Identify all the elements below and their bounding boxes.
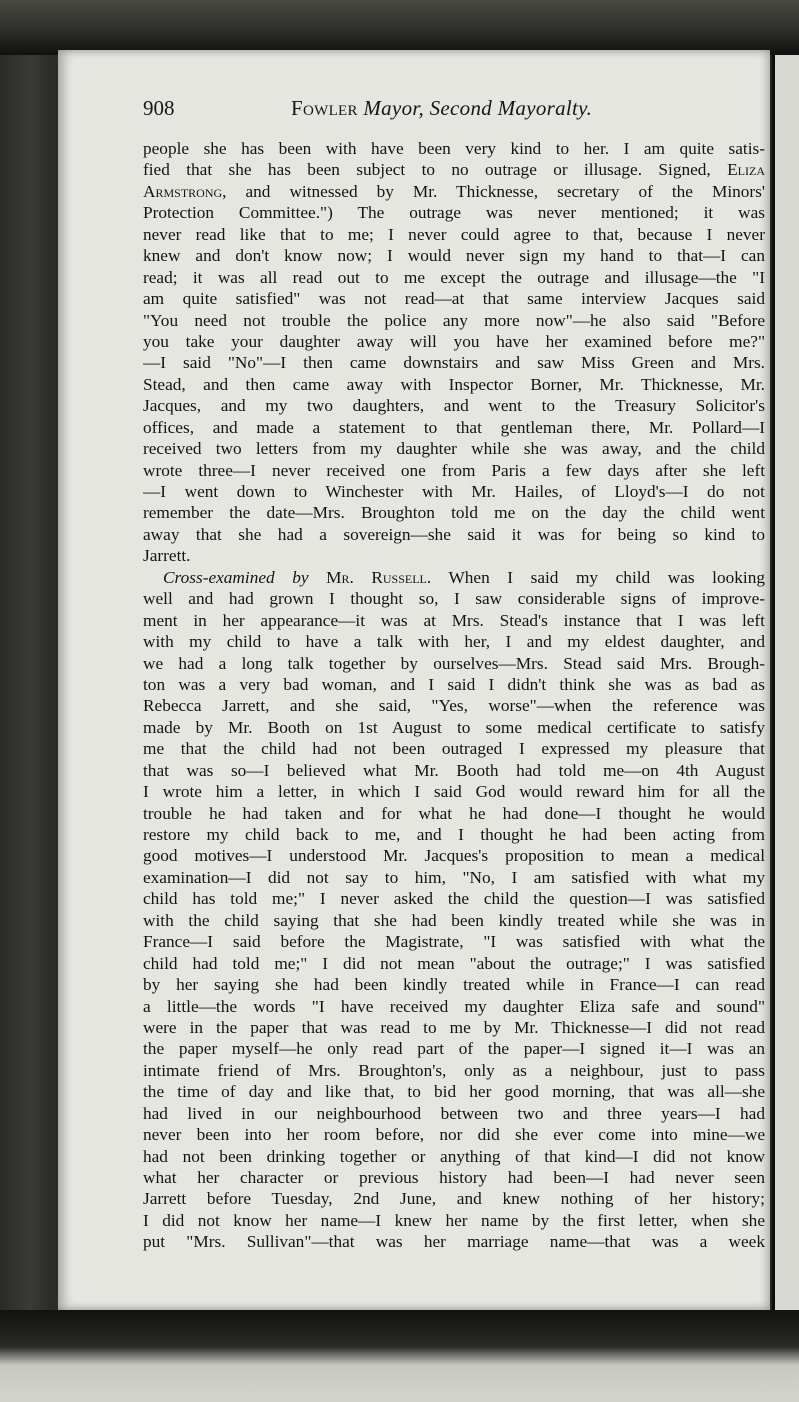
top-edge-shadow (0, 0, 799, 55)
text-line: am quite satisfied" was not read—at that same interview Jacques said (143, 289, 765, 309)
text-line: —I said "No"—I then came downstairs and saw Miss Green and Mrs. (143, 353, 765, 373)
text-line: made by Mr. Booth on 1st August to some medical certificate to satisfy (143, 717, 765, 737)
signatory-name: Eliza (727, 160, 765, 180)
text-line: intimate friend of Mrs. Broughton's, only as a neighbour, just to pass (143, 1060, 765, 1080)
running-title-name: Fowler (291, 96, 358, 120)
text-line: were in the paper that was read to me by Mr. Thicknesse—I did not read (143, 1017, 765, 1037)
text-line: what her character or previous history had been—I had never seen (143, 1168, 765, 1187)
counsel-name: Mr. Russell. (326, 567, 432, 587)
text-line: received two letters from my daughter while she was away, and the child (143, 439, 765, 459)
adjacent-page-edge (772, 55, 799, 1315)
text-line: people she has been with have been very kind to her. I am quite satis- (143, 139, 765, 158)
text-line: knew and don't know now; I would never sign my hand to that—I can (143, 246, 765, 266)
text-line: France—I said before the Magistrate, "I was satisfied with what the (143, 932, 765, 952)
text-line: well and had grown I thought so, I saw considerable signs of improve- (143, 589, 765, 609)
signatory-name: Armstrong (143, 181, 223, 201)
text-line: wrote three—I never received one from Paris a few days after she left (143, 460, 765, 480)
running-title (291, 96, 592, 121)
text-line: with the child saying that she had been kindly treated while she was in (143, 910, 765, 930)
text-line: Stead, and then came away with Inspector Borner, Mr. Thicknesse, Mr. (143, 374, 765, 394)
text-line: Cross-examined by Mr. Russell. When I said my child was looking (163, 567, 765, 587)
text-line: you take your daughter away will you have her examined before me?" (143, 331, 765, 351)
text-line: Jarrett before Tuesday, 2nd June, and knew nothing of her history; (143, 1189, 765, 1209)
text-line: Rebecca Jarrett, and she said, "Yes, worse"—when the reference was (143, 696, 765, 716)
text-line: by her saying she had been kindly treated while in France—I can read (143, 975, 765, 995)
bottom-edge-shadow (0, 1310, 799, 1402)
page-header (143, 96, 763, 126)
text-line: the time of day and like that, to bid her good morning, that was all—she (143, 1082, 765, 1102)
text-line: fied that she has been subject to no outrage or illusage. Signed, Eliza (143, 160, 765, 180)
text-line: me that the child had not been outraged I expressed my pleasure that (143, 739, 765, 759)
page-body-text (143, 138, 765, 1253)
text-line: Armstrong, and witnessed by Mr. Thicknesse, secretary of the Minors' (143, 181, 765, 201)
text-line: with my child to have a talk with her, I and my eldest daughter, and (143, 632, 765, 652)
text-line: I did not know her name—I knew her name by the first letter, when she (143, 1210, 765, 1230)
text-line: —I went down to Winchester with Mr. Hailes, of Lloyd's—I do not (143, 482, 765, 501)
text-line: Jacques, and my two daughters, and went to the Treasury Solicitor's (143, 396, 765, 416)
text-line: the paper myself—he only read part of the paper—I signed it—I was an (143, 1039, 765, 1059)
text-line: trouble he had taken and for what he had done—I thought he would (143, 803, 765, 823)
text-line: we had a long talk together by ourselves—Mrs. Stead said Mrs. Brough- (143, 653, 765, 673)
text-line: that was so—I believed what Mr. Booth had told me—on 4th August (143, 760, 765, 780)
text-line: child has told me;" I never asked the child the question—I was satisfied (143, 889, 765, 909)
text-line: offices, and made a statement to that gentleman there, Mr. Pollard—I (143, 417, 765, 437)
text-line: "You need not trouble the police any more now"—he also said "Before (143, 310, 765, 330)
text-line: put "Mrs. Sullivan"—that was her marriage name—that was a week (143, 1232, 765, 1252)
text-line: Jarrett. (143, 546, 191, 566)
text-line: child had told me;" I did not mean "about the outrage;" I was satisfied (143, 953, 765, 973)
running-title-italic: Mayor, Second Mayoralty. (363, 96, 593, 120)
text-line: ton was a very bad woman, and I said I didn't think she was as bad as (143, 674, 765, 694)
text-line: never been into her room before, nor did she ever come into mine—we (143, 1125, 765, 1145)
text-line: never read like that to me; I never could agree to that, because I never (143, 224, 765, 244)
text-line: good motives—I understood Mr. Jacques's proposition to mean a medical (143, 846, 765, 866)
text-line: I wrote him a letter, in which I said God would reward him for all the (143, 782, 765, 802)
text-line: restore my child back to me, and I thought he had been acting from (143, 825, 765, 844)
text-line: had not been drinking together or anything of that kind—I did not know (143, 1146, 765, 1166)
cross-examined-label: Cross-examined by (163, 567, 309, 587)
text-line: a little—the words "I have received my daughter Eliza safe and sound" (143, 996, 765, 1016)
text-line: ment in her appearance—it was at Mrs. Stead's instance that I was left (143, 610, 765, 630)
text-line: Protection Committee.") The outrage was never mentioned; it was (143, 203, 765, 223)
page-number: 908 (143, 96, 175, 120)
text-line: had lived in our neighbourhood between two and three years—I had (143, 1103, 765, 1123)
text-line: read; it was all read out to me except the outrage and illusage—the "I (143, 267, 765, 287)
text-line: remember the date—Mrs. Broughton told me on the day the child went (143, 503, 765, 523)
text-line: examination—I did not say to him, "No, I am satisfied with what my (143, 867, 765, 887)
text-line: away that she had a sovereign—she said it was for being so kind to (143, 524, 765, 544)
